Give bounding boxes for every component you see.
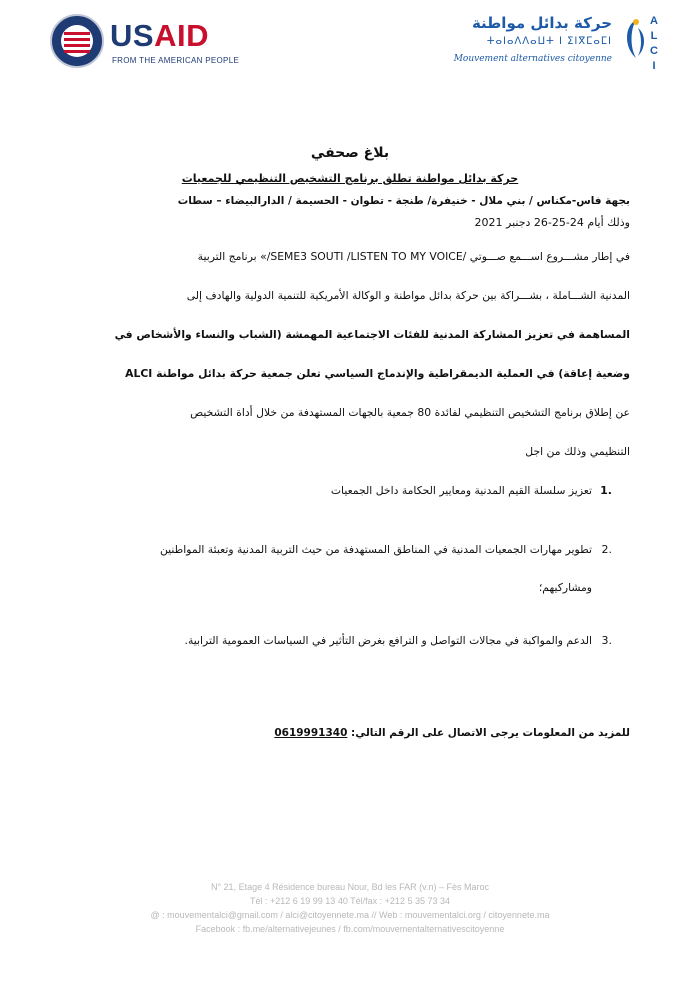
press-release-subtitle: حركة بدائل مواطنة تطلق برنامج التشخيص التنظيمي للجمعيات	[181, 172, 519, 185]
paragraph-line: المدنية الشـــاملة ، بشـــراكة بين حركة بدائل مواطنة و الوكالة الأمريكية للتنمية الدولية والهادف إلى	[186, 289, 630, 302]
paragraph-line: وضعية إعاقة) في العملية الديمقراطية والإندماج السياسي تعلن جمعية حركة بدائل مواطنة ALCI	[125, 367, 630, 380]
paragraph-line: المساهمة في تعزيز المشاركة المدنية للفئات الاجتماعية المهمشة (الشباب والنساء والأشخاص في	[114, 328, 630, 341]
list-item-continuation: ومشاركيهم؛	[538, 581, 592, 594]
footer-email-web: @ : mouvementalci@gmail.com / alci@citoyennete.ma // Web : mouvementalci.org / citoyennete.ma	[150, 910, 550, 920]
alci-name-arabic: حركة بدائل مواطنة	[471, 14, 612, 32]
usaid-seal-icon	[50, 14, 104, 68]
alci-name-tifinagh: ⵜⴰⵏⴰⴷⴷⴰⵡⵜ ⵏ ⵉⵏⴳⵎⴰⵎⵏ	[486, 36, 612, 47]
list-item-number: 1.	[600, 484, 612, 497]
paragraph-line: في إطار مشـــروع اســـمع صـــوتي /SEME3 SOUTI /LISTEN TO MY VOICE/» برنامج التربية	[197, 250, 630, 263]
list-item: الدعم والمواكبة في مجالات التواصل و الترافع بغرض التأثير في السياسات العمومية الترابية.	[184, 634, 592, 647]
alci-name-french: Mouvement alternatives citoyenne	[453, 54, 612, 64]
paragraph-line: التنظيمي وذلك من اجل	[525, 445, 630, 458]
list-item-number: 2.	[601, 543, 612, 556]
usaid-wordmark: USAID	[110, 18, 209, 53]
list-item: تطوير مهارات الجمعيات المدنية في المناطق المستهدفة من حيث التربية المدنية وتعبئة المواطنين	[159, 543, 592, 556]
usaid-logo	[50, 10, 240, 72]
contact-phone: 0619991340	[274, 727, 348, 739]
dates-line: وذلك أيام 24-25-26 دجنبر 2021	[474, 216, 630, 229]
regions-line: بجهة فاس-مكناس / بني ملال - خنيفرة/ طنجة - تطوان - الحسيمة / الدارالبيضاء – سطات	[177, 195, 630, 207]
footer-address: N° 21, Etage 4 Résidence bureau Nour, Bd les FAR (v.n) – Fès Maroc	[210, 882, 490, 892]
contact-label: للمزيد من المعلومات يرجى الاتصال على الرقم التالي:	[347, 727, 630, 739]
footer-facebook: Facebook : fb.me/alternativejeunes / fb.com/mouvementalternativescitoyenne	[195, 924, 505, 934]
alci-acronym: A L C I	[650, 15, 658, 72]
press-release-title: بلاغ صحفي	[310, 145, 390, 161]
footer-phone: Tél : +212 6 19 99 13 40 Tél/fax : +212 5 35 73 34	[250, 896, 450, 906]
paragraph-line: عن إطلاق برنامج التشخيص التنظيمي لفائدة 80 جمعية بالجهات المستهدفة من خلال أداة التشخيص	[190, 406, 630, 419]
contact-line	[274, 727, 630, 739]
alci-logo	[450, 14, 660, 76]
list-item: تعزيز سلسلة القيم المدنية ومعايير الحكامة داخل الجمعيات	[330, 484, 592, 497]
list-item-number: 3.	[601, 634, 612, 647]
usaid-tagline: FROM THE AMERICAN PEOPLE	[112, 56, 240, 65]
